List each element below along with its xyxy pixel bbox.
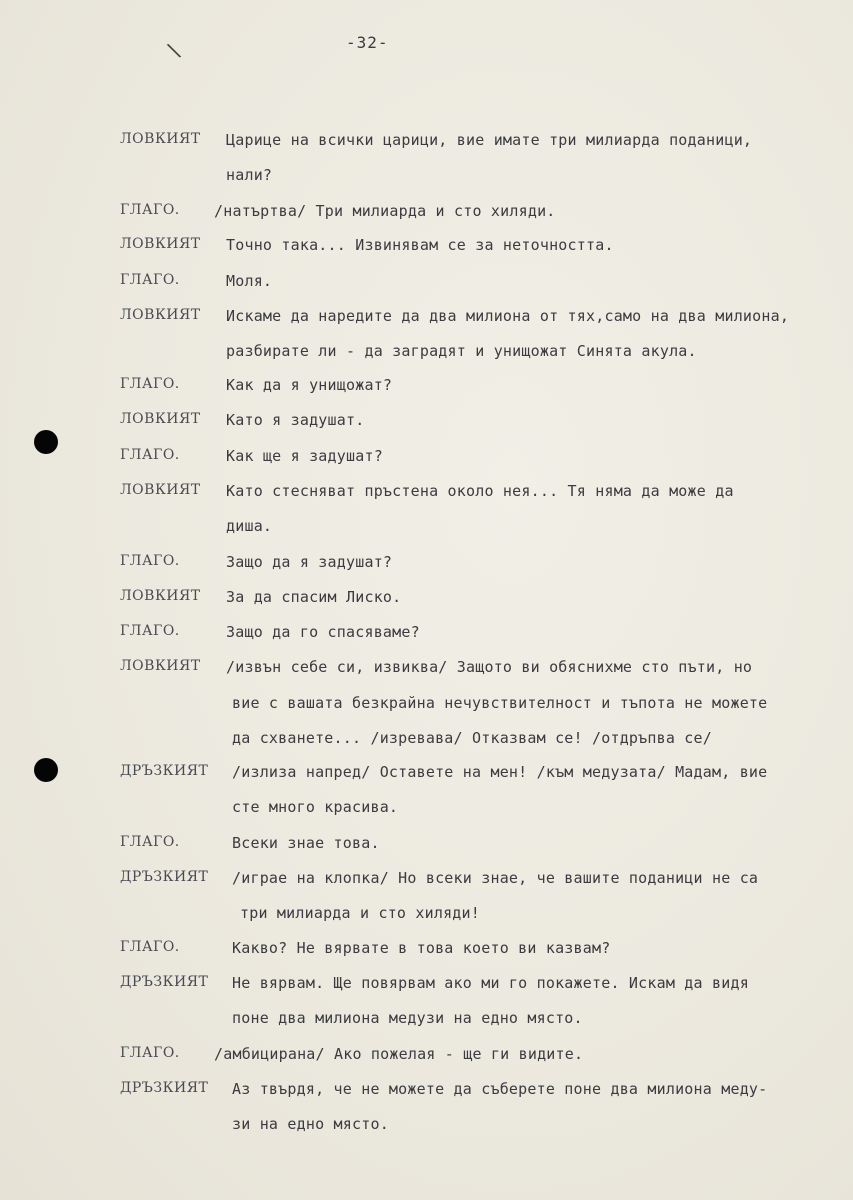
dialogue-line: Моля. <box>226 272 273 290</box>
speaker-name: ЛОВКИЯТ <box>120 482 201 498</box>
dialogue-line: /извън себе си, извиква/ Защото ви обяснихме сто пъти, но <box>226 658 753 676</box>
dialogue-line: /амбицирана/ Ако пожелая - ще ги видите. <box>214 1045 584 1063</box>
dialogue-line: три милиарда и сто хиляди! <box>240 904 480 922</box>
dialogue-line: Как ще я задушат? <box>226 447 383 465</box>
dialogue-line: /натъртва/ Три милиарда и сто хиляди. <box>214 202 556 220</box>
speaker-name: ДРЪЗКИЯТ <box>120 974 209 990</box>
dialogue-line: Как да я унищожат? <box>226 376 393 394</box>
dialogue-line: сте много красива. <box>232 798 399 816</box>
dialogue-line: Като стесняват пръстена около нея... Тя няма да може да <box>226 482 734 500</box>
punch-hole-icon <box>34 758 58 782</box>
speaker-name: ГЛАГО. <box>120 623 180 639</box>
dialogue-line: диша. <box>226 517 273 535</box>
dialogue-line: Искаме да наредите да два милиона от тях,само на два милиона, <box>226 307 790 325</box>
dialogue-line: Аз твърдя, че не можете да съберете поне два милиона меду- <box>232 1080 768 1098</box>
dialogue-line: Царице на всички царици, вие имате три милиарда поданици, <box>226 131 753 149</box>
dialogue-line: нали? <box>226 166 273 184</box>
speaker-name: ГЛАГО. <box>120 1045 180 1061</box>
dialogue-line: разбирате ли - да заградят и унищожат Синята акула. <box>226 342 697 360</box>
speaker-name: ЛОВКИЯТ <box>120 658 201 674</box>
speaker-name: ЛОВКИЯТ <box>120 131 201 147</box>
dialogue-line: зи на едно място. <box>232 1115 389 1133</box>
dialogue-line: Не вярвам. Ще повярвам ако ми го покажете. Искам да видя <box>232 974 749 992</box>
speaker-name: ГЛАГО. <box>120 447 180 463</box>
dialogue-line: Защо да я задушат? <box>226 553 393 571</box>
dialogue-line: Всеки знае това. <box>232 834 380 852</box>
speaker-name: ЛОВКИЯТ <box>120 307 201 323</box>
dialogue-line: поне два милиона медузи на едно място. <box>232 1009 583 1027</box>
speaker-name: ГЛАГО. <box>120 272 180 288</box>
page-number: -32- <box>346 33 389 52</box>
dialogue-line: да схванете... /изревава/ Отказвам се! /отдръпва се/ <box>232 729 712 747</box>
dialogue-line: Като я задушат. <box>226 411 365 429</box>
speaker-name: ГЛАГО. <box>120 834 180 850</box>
speaker-name: ЛОВКИЯТ <box>120 411 201 427</box>
speaker-name: ДРЪЗКИЯТ <box>120 763 209 779</box>
dialogue-line: Какво? Не вярвате в това което ви казвам? <box>232 939 611 957</box>
dialogue-line: вие с вашата безкрайна нечувствителност и тъпота не можете <box>232 694 768 712</box>
pencil-mark: \ <box>164 36 184 64</box>
dialogue-line: Точно така... Извинявам се за неточността. <box>226 236 614 254</box>
dialogue-line: /играе на клопка/ Но всеки знае, че вашите поданици не са <box>232 869 759 887</box>
speaker-name: ГЛАГО. <box>120 939 180 955</box>
speaker-name: ЛОВКИЯТ <box>120 588 201 604</box>
dialogue-line: За да спасим Лиско. <box>226 588 402 606</box>
speaker-name: ЛОВКИЯТ <box>120 236 201 252</box>
speaker-name: ДРЪЗКИЯТ <box>120 1080 209 1096</box>
speaker-name: ДРЪЗКИЯТ <box>120 869 209 885</box>
speaker-name: ГЛАГО. <box>120 202 180 218</box>
speaker-name: ГЛАГО. <box>120 553 180 569</box>
dialogue-line: Защо да го спасяваме? <box>226 623 420 641</box>
dialogue-line: /излиза напред/ Оставете на мен! /към медузата/ Мадам, вие <box>232 763 768 781</box>
punch-hole-icon <box>34 430 58 454</box>
speaker-name: ГЛАГО. <box>120 376 180 392</box>
